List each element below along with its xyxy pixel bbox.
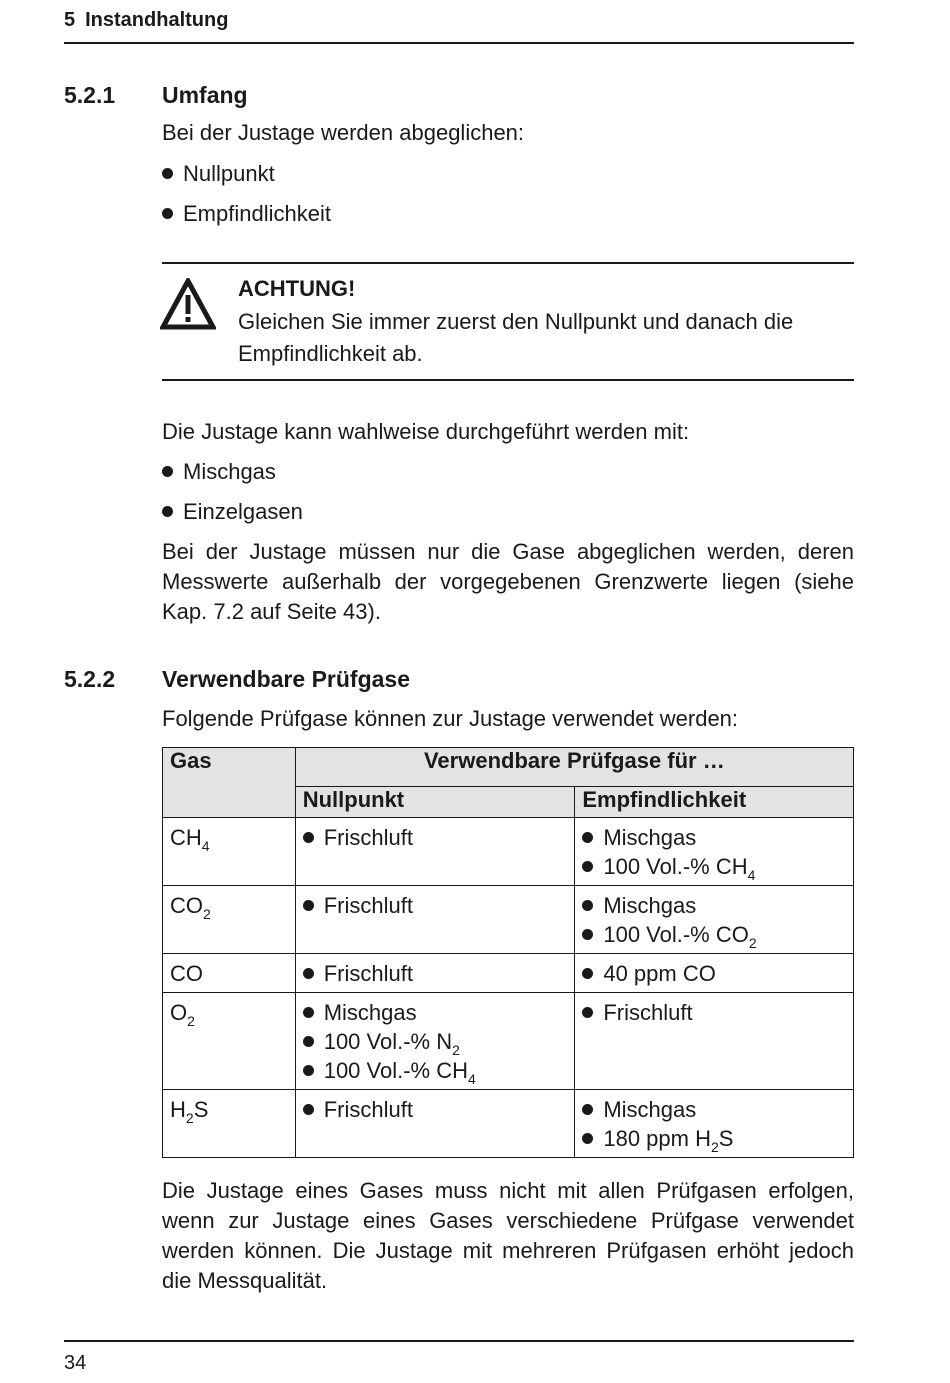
- table-list-item: [582, 959, 846, 988]
- warning-bottom-rule: [162, 379, 854, 381]
- span-gas-cell: [575, 993, 854, 1090]
- gas-cell: [163, 993, 296, 1090]
- paragraph: Die Justage kann wahlweise durchgeführt werden mit:: [162, 419, 690, 444]
- table-list-item: [582, 920, 846, 949]
- table-list-text: Mischgas: [603, 825, 697, 850]
- table-row: [163, 886, 854, 954]
- gas-cell: [163, 1090, 296, 1158]
- table-header-span: Empfindlichkeit: [575, 787, 854, 818]
- zero-gas-cell: [295, 886, 575, 954]
- bullet-icon: [582, 1133, 593, 1144]
- list-item: Nullpunkt: [162, 159, 275, 189]
- footer-rule: [64, 1340, 854, 1342]
- table-list-text: 100 Vol.-% $CH_4$: [603, 854, 756, 883]
- table-list-text: 100 Vol.-% $CO_2$: [603, 922, 757, 951]
- gas-formula: $CO_2$: [170, 893, 211, 922]
- closing-paragraph: Die Justage eines Gases muss nicht mit allen Prüfgasen erfolgen, wenn zur Justage eines Gases verschiedene Prüfgase verwendet werden können. Die Justage mit mehreren Prüfgasen erhöht jedoch die Messqualität.: [162, 1178, 854, 1293]
- span-gas-cell: [575, 954, 854, 993]
- bullet-icon: [582, 968, 593, 979]
- bullet-icon: [303, 1036, 314, 1047]
- table-list-item: [582, 1124, 846, 1153]
- warning-text: Gleichen Sie immer zuerst den Nullpunkt und danach die Empfindlichkeit ab.: [238, 309, 794, 366]
- bullet-icon: [582, 900, 593, 911]
- chapter-title: Instandhaltung: [85, 9, 229, 31]
- test-gas-table: [162, 747, 854, 1158]
- table-list-item: [582, 891, 846, 920]
- bullet-icon: [303, 968, 314, 979]
- page-number: 34: [64, 1352, 87, 1374]
- table-list-text: Mischgas: [323, 1000, 417, 1025]
- bullet-icon: [162, 208, 173, 219]
- zero-gas-cell: [295, 1090, 575, 1158]
- paragraph: Folgende Prüfgase können zur Justage verwendet werden:: [162, 706, 739, 731]
- warning-triangle-icon: [160, 278, 216, 330]
- section-title: Verwendbare Prüfgase: [162, 666, 410, 692]
- bullet-icon: [303, 832, 314, 843]
- table-list-text: Frischluft: [323, 825, 413, 850]
- table-list-item: [303, 1027, 568, 1056]
- table-header-group: Verwendbare Prüfgase für …: [295, 748, 853, 787]
- span-gas-cell: [575, 818, 854, 886]
- span-gas-cell: [575, 886, 854, 954]
- warning-top-rule: [162, 262, 854, 264]
- table-header-zero: Nullpunkt: [295, 787, 575, 818]
- table-list-text: Mischgas: [603, 893, 697, 918]
- gas-cell: [163, 818, 296, 886]
- table-list-item: [303, 823, 568, 852]
- header-rule: [64, 42, 854, 44]
- bullet-icon: [162, 506, 173, 517]
- bullet-icon: [162, 168, 173, 179]
- table-list-item: [303, 1095, 568, 1124]
- chapter-number: 5: [64, 9, 76, 31]
- table-row: [163, 1090, 854, 1158]
- list-item: Mischgas: [162, 457, 276, 487]
- gas-formula: $CH_4$: [170, 825, 210, 854]
- table-list-item: [582, 823, 846, 852]
- zero-gas-cell: [295, 993, 575, 1090]
- bullet-icon: [303, 1007, 314, 1018]
- gas-cell: [163, 886, 296, 954]
- table-list-text: Frischluft: [603, 1000, 693, 1025]
- bullet-icon: [303, 1065, 314, 1076]
- table-list-item: [303, 1056, 568, 1085]
- table-list-item: [582, 998, 846, 1027]
- section-number: 5.2.2: [64, 666, 116, 692]
- table-list-item: [582, 1095, 846, 1124]
- table-list-item: [582, 852, 846, 881]
- table-list-item: [303, 998, 568, 1027]
- list-item: Einzelgasen: [162, 497, 303, 527]
- bullet-icon: [582, 929, 593, 940]
- warning-title: ACHTUNG!: [238, 276, 356, 301]
- paragraph: Bei der Justage werden abgeglichen:: [162, 120, 525, 145]
- bullet-icon: [162, 466, 173, 477]
- zero-gas-cell: [295, 954, 575, 993]
- bullet-icon: [582, 832, 593, 843]
- table-list-text: Frischluft: [323, 1097, 413, 1122]
- table-list-text: 40 ppm CO: [603, 961, 716, 986]
- bullet-icon: [303, 1104, 314, 1115]
- paragraph: Bei der Justage müssen nur die Gase abgeglichen werden, deren Messwerte außerhalb der vorgegebenen Grenzwerte liegen (siehe Kap. 7.2 auf Seite 43).: [162, 539, 854, 624]
- table-list-item: [303, 959, 568, 988]
- bullet-icon: [303, 900, 314, 911]
- table-row: [163, 954, 854, 993]
- gas-formula: $O_2$: [170, 1000, 195, 1029]
- section-number: 5.2.1: [64, 82, 116, 108]
- span-gas-cell: [575, 1090, 854, 1158]
- bullet-icon: [582, 1104, 593, 1115]
- bullet-icon: [582, 1007, 593, 1018]
- table-list-text: 100 Vol.-% $CH_4$: [323, 1058, 476, 1087]
- gas-formula: $H_2S$: [170, 1097, 209, 1126]
- section-title: Umfang: [162, 82, 248, 108]
- zero-gas-cell: [295, 818, 575, 886]
- table-list-text: Frischluft: [323, 961, 413, 986]
- bullet-icon: [582, 861, 593, 872]
- table-header-gas: Gas: [163, 748, 296, 818]
- table-row: [163, 818, 854, 886]
- table-list-item: [303, 891, 568, 920]
- list-item: Empfindlichkeit: [162, 199, 331, 229]
- table-list-text: Mischgas: [603, 1097, 697, 1122]
- gas-cell: [163, 954, 296, 993]
- table-row: [163, 993, 854, 1090]
- running-header: [64, 9, 228, 32]
- gas-formula: CO: [170, 961, 203, 986]
- table-list-text: 100 Vol.-% $N_2$: [323, 1029, 460, 1058]
- table-list-text: 180 ppm $H_2S$: [603, 1126, 734, 1155]
- table-list-text: Frischluft: [323, 893, 413, 918]
